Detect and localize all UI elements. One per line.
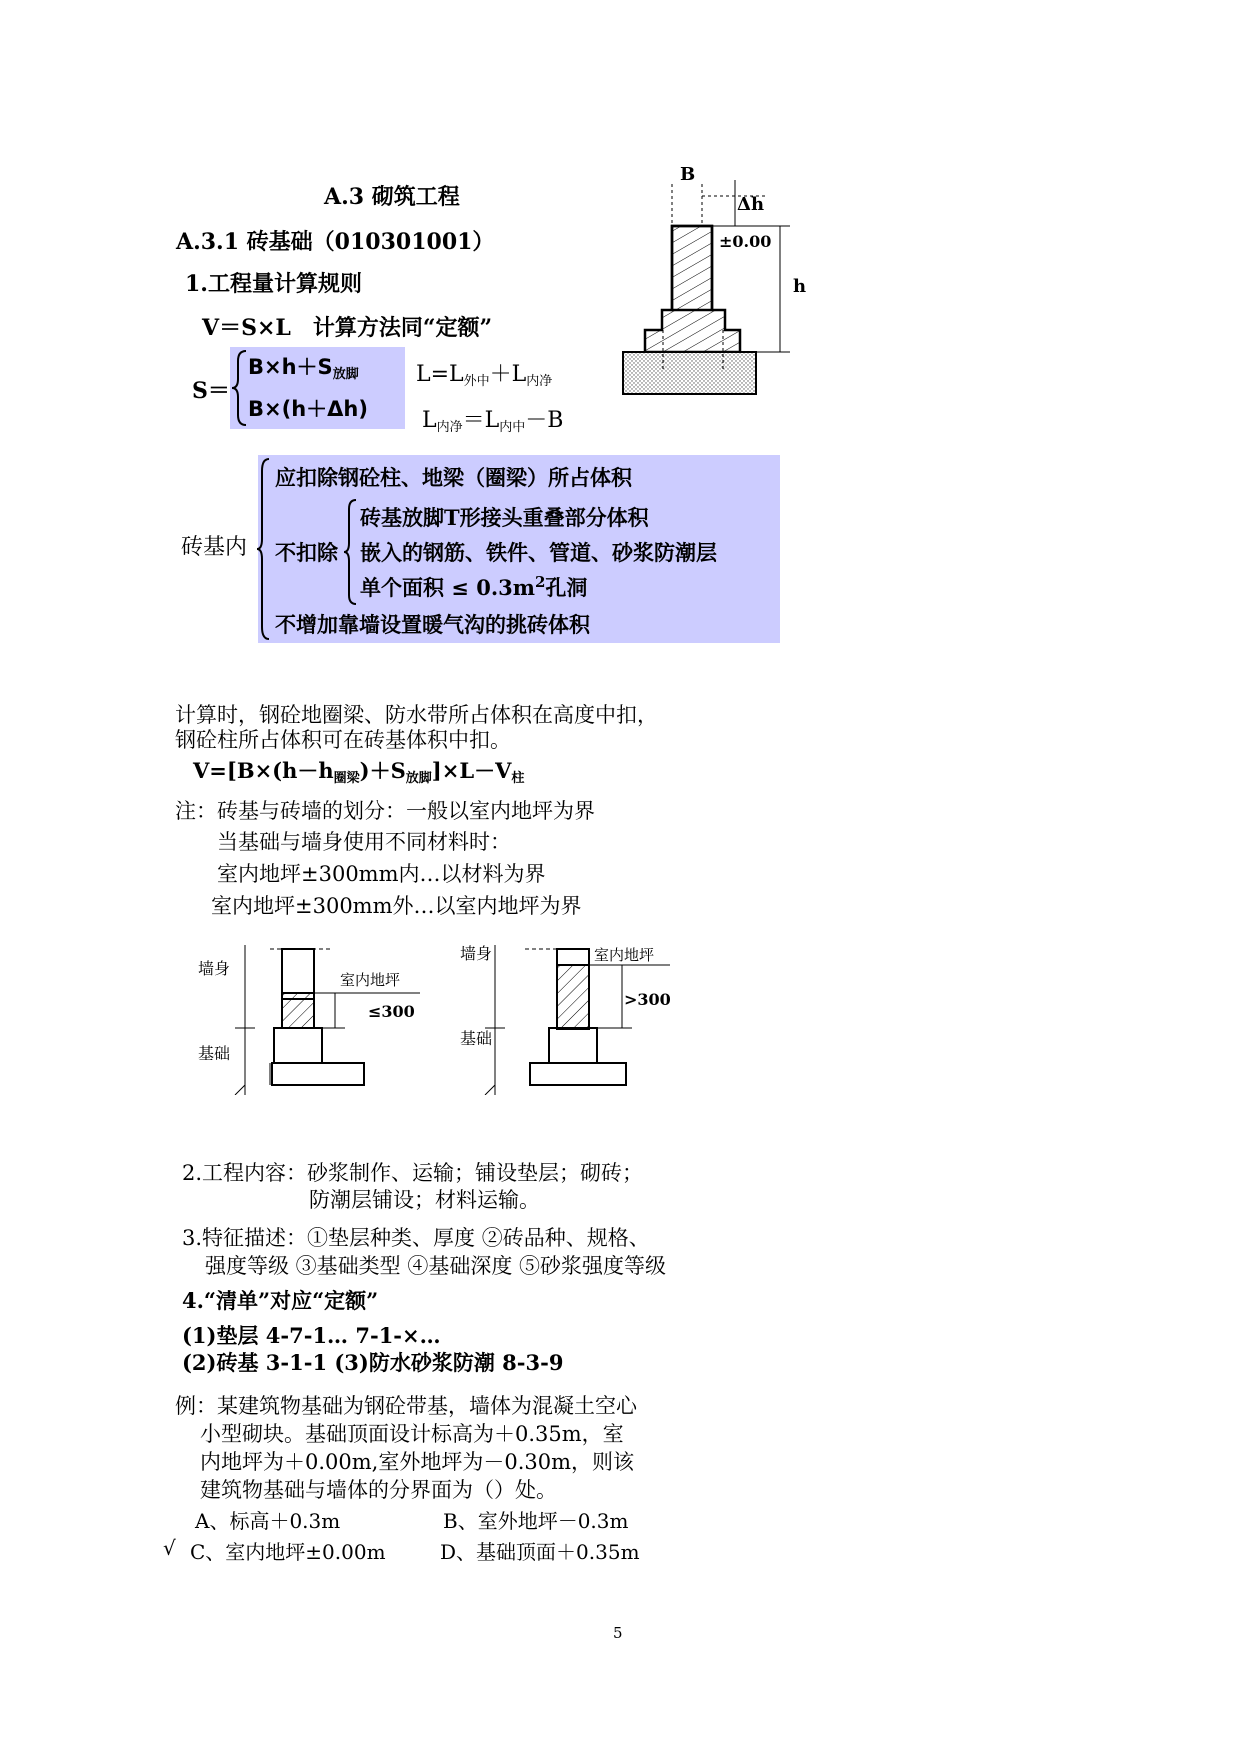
s-case1: $B\times h+S_{放脚}$ [248, 355, 359, 382]
left-wall-label: 墙身 [198, 959, 231, 978]
right-floor-label: 室内地坪 [594, 946, 655, 964]
mapping-heading: 4.“清单”对应“定额” [182, 1288, 379, 1313]
example-line-3: 内地坪为＋0.00m,室外地坪为－0.30m，则该 [200, 1450, 635, 1474]
work-content-line-2: 防潮层铺设；材料运输。 [309, 1188, 540, 1212]
mapping-line-1: (1)垫层 4-7-1… 7-1-×… [182, 1323, 441, 1348]
label-dh: Δh [737, 194, 765, 215]
not-deduct-label: 不扣除 [275, 540, 338, 565]
calc-note-line-2: 钢砼柱所占体积可在砖基体积中扣。 [175, 728, 511, 752]
not-deduct-item-1: 砖基放脚T形接头重叠部分体积 [360, 505, 649, 530]
option-c: C、室内地坪±0.00m [190, 1540, 386, 1564]
not-add-item: 不增加靠墙设置暖气沟的挑砖体积 [275, 612, 590, 637]
label-b: B [680, 164, 696, 185]
right-dim-label: >300 [624, 990, 671, 1009]
left-foundation-label: 基础 [198, 1044, 231, 1063]
boundary-diagram-right [450, 935, 690, 1095]
division-note-line-3: 室内地坪±300mm内…以材料为界 [217, 862, 546, 886]
not-deduct-item-2: 嵌入的钢筋、铁件、管道、砂浆防潮层 [360, 540, 717, 565]
boundary-diagram-left [190, 935, 440, 1095]
division-note-line-4: 室内地坪±300mm外…以室内地坪为界 [211, 894, 582, 918]
work-content-line-1: 2.工程内容：砂浆制作、运输；铺设垫层；砌砖； [182, 1161, 644, 1185]
correct-check-icon: √ [163, 1536, 176, 1560]
division-note-line-1: 注：砖基与砖墙的划分：一般以室内地坪为界 [175, 799, 595, 823]
division-note-line-2: 当基础与墙身使用不同材料时： [217, 830, 511, 854]
features-line-2: 强度等级 ③基础类型 ④基础深度 ⑤砂浆强度等级 [205, 1254, 667, 1278]
label-elev: ±0.00 [719, 232, 772, 251]
subsection-title: A.3.1 砖基础（010301001） [176, 229, 495, 255]
s-case2: B×(h＋Δh) [248, 397, 368, 421]
left-dim-label: ≤300 [368, 1002, 415, 1021]
rules-heading: 1.工程量计算规则 [185, 271, 362, 297]
deduct-item: 应扣除钢砼柱、地梁（圈梁）所占体积 [275, 465, 632, 490]
not-deduct-brace [343, 497, 359, 607]
mapping-line-2: (2)砖基 3-1-1 (3)防水砂浆防潮 8-3-9 [182, 1350, 564, 1375]
deduction-brace [256, 455, 272, 643]
calc-formula: $V=[B\times(h-h_{圈梁})+S_{放脚}]\times L-V_柱$ [193, 758, 525, 786]
foundation-section-diagram [615, 160, 815, 400]
section-title: A.3 砌筑工程 [324, 184, 460, 210]
option-a: A、标高＋0.3m [195, 1509, 341, 1533]
volume-formula: V＝S×L 计算方法同“定额” [202, 315, 493, 341]
example-line-1: 例：某建筑物基础为钢砼带基，墙体为混凝土空心 [175, 1394, 637, 1418]
s-brace [230, 347, 250, 429]
option-b: B、室外地坪－0.3m [443, 1509, 629, 1533]
page-number: 5 [613, 1624, 623, 1642]
right-wall-label: 墙身 [460, 944, 493, 963]
s-label: S＝ [192, 378, 230, 404]
features-line-1: 3.特征描述：①垫层种类、厚度 ②砖品种、规格、 [182, 1226, 650, 1250]
l-formula-2: $L_{内净}=L_{内中}-B$ [422, 408, 564, 435]
calc-note-line-1: 计算时，钢砼地圈梁、防水带所占体积在高度中扣， [175, 703, 658, 727]
example-line-2: 小型砌块。基础顶面设计标高为＋0.35m，室 [200, 1422, 624, 1446]
right-foundation-label: 基础 [460, 1029, 493, 1048]
not-deduct-item-3: 单个面积 ≤ $0.3m^2$孔洞 [360, 573, 588, 600]
example-line-4: 建筑物基础与墙体的分界面为（）处。 [200, 1478, 557, 1502]
option-d: D、基础顶面＋0.35m [440, 1540, 640, 1564]
deduction-left-label: 砖基内 [181, 535, 248, 560]
label-h: h [793, 276, 807, 297]
left-floor-label: 室内地坪 [340, 971, 401, 989]
l-formula-1: $L=L_{外中}+L_{内净}$ [416, 362, 553, 389]
